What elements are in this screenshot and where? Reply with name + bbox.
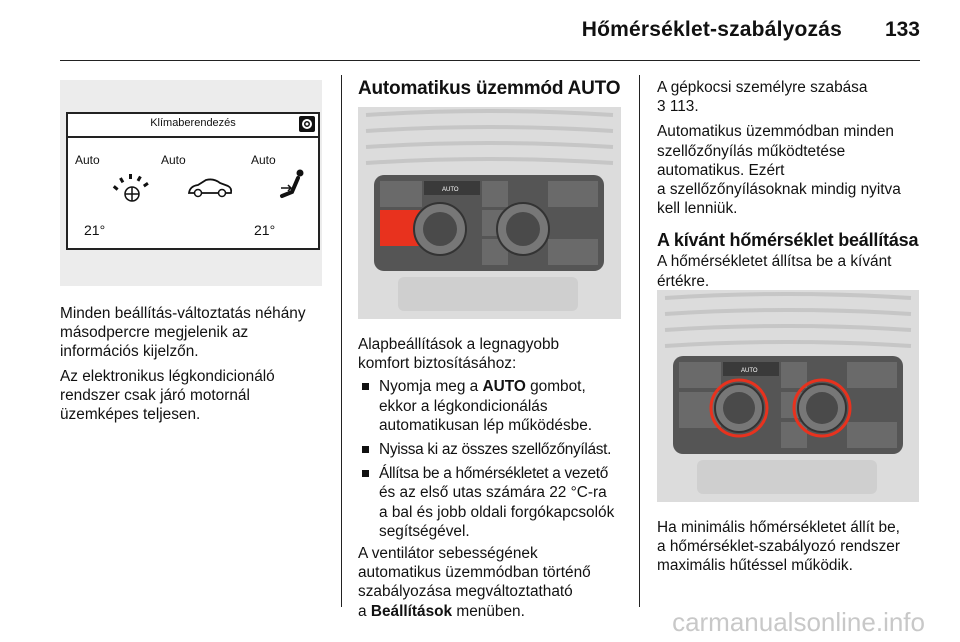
- watermark: carmanualsonline.info: [672, 607, 925, 637]
- right-text-top: [657, 78, 927, 291]
- left-paragraph-1: Minden beállítás-változtatás néhány másodpercre megjelenik az információs kijelzőn.: [60, 305, 306, 361]
- temperature-left: 21°: [84, 222, 106, 238]
- bullet-marker: [362, 446, 369, 453]
- climate-display-figure: [60, 80, 322, 286]
- heading-set-temperature: A kívánt hőmérséklet beállítása: [657, 230, 919, 251]
- car-airflow-icon: [186, 176, 234, 205]
- info-display-screen: [66, 112, 320, 250]
- auto-label-fan: Auto: [75, 153, 100, 167]
- bullet-set-temperature: Állítsa be a hőmérsékletet a vezető és az első utas számára 22 °C-ra a bal és jobb oldali forgókapcsolók segítségével.: [358, 464, 630, 541]
- climate-panel-figure-temperature: [657, 290, 919, 502]
- header-rule: [60, 60, 920, 61]
- set-temperature-paragraph: A hőmérsékletet állítsa be a kívánt értékre.: [657, 253, 892, 290]
- settings-icon[interactable]: [299, 116, 315, 132]
- left-text: [60, 304, 332, 424]
- auto-label-seat: Auto: [251, 153, 276, 167]
- page-number: 133: [884, 18, 920, 41]
- intro-paragraph: Alapbeállítások a legnagyobb komfort biztosításához:: [358, 336, 560, 373]
- column-divider-1: [341, 75, 342, 607]
- bullet-press-auto: Nyomja meg a AUTO gombot, ekkor a légkondicionálás automatikusan lép működésbe.: [358, 377, 630, 435]
- seat-airflow-icon: [278, 168, 308, 209]
- bullet-marker: [362, 470, 369, 477]
- section-title: Hőmérséklet-szabályozás: [581, 18, 842, 41]
- column-divider-2: [639, 75, 640, 607]
- display-title: Klímaberendezés: [150, 117, 236, 129]
- fan-speed-paragraph: A ventilátor sebességének automatikus üzemmódban történő szabályozása megváltoztatható a Beállítások menüben.: [358, 545, 591, 620]
- fan-icon: [112, 170, 154, 209]
- display-title-bar: [68, 114, 318, 138]
- heading-auto-mode: Automatikus üzemmód AUTO: [358, 78, 621, 99]
- svg-text:AUTO: AUTO: [741, 368, 758, 374]
- bullet-open-vents: Nyissa ki az összes szellőzőnyílást.: [358, 440, 630, 459]
- auto-label-airflow: Auto: [161, 153, 186, 167]
- middle-text: [358, 335, 630, 621]
- vents-paragraph: Automatikus üzemmódban minden szellőzőnyílás működtetése automatikus. Ezért a szellőzőnyílásoknak mindig nyitva kell lenniük.: [657, 123, 901, 218]
- personalization-reference: A gépkocsi személyre szabása 3 113.: [657, 79, 868, 116]
- left-paragraph-2: Az elektronikus légkondicionáló rendszer csak járó motornál üzemképes teljesen.: [60, 367, 275, 424]
- bullet-marker: [362, 383, 369, 390]
- climate-panel-figure-auto: [358, 107, 621, 319]
- right-text-bottom: [657, 518, 932, 576]
- minimum-temperature-paragraph: Ha minimális hőmérsékletet állít be, a hőmérséklet-szabályozó rendszer maximális hűtéssel működik.: [657, 519, 900, 575]
- svg-text:AUTO: AUTO: [442, 187, 459, 193]
- temperature-right: 21°: [254, 222, 276, 238]
